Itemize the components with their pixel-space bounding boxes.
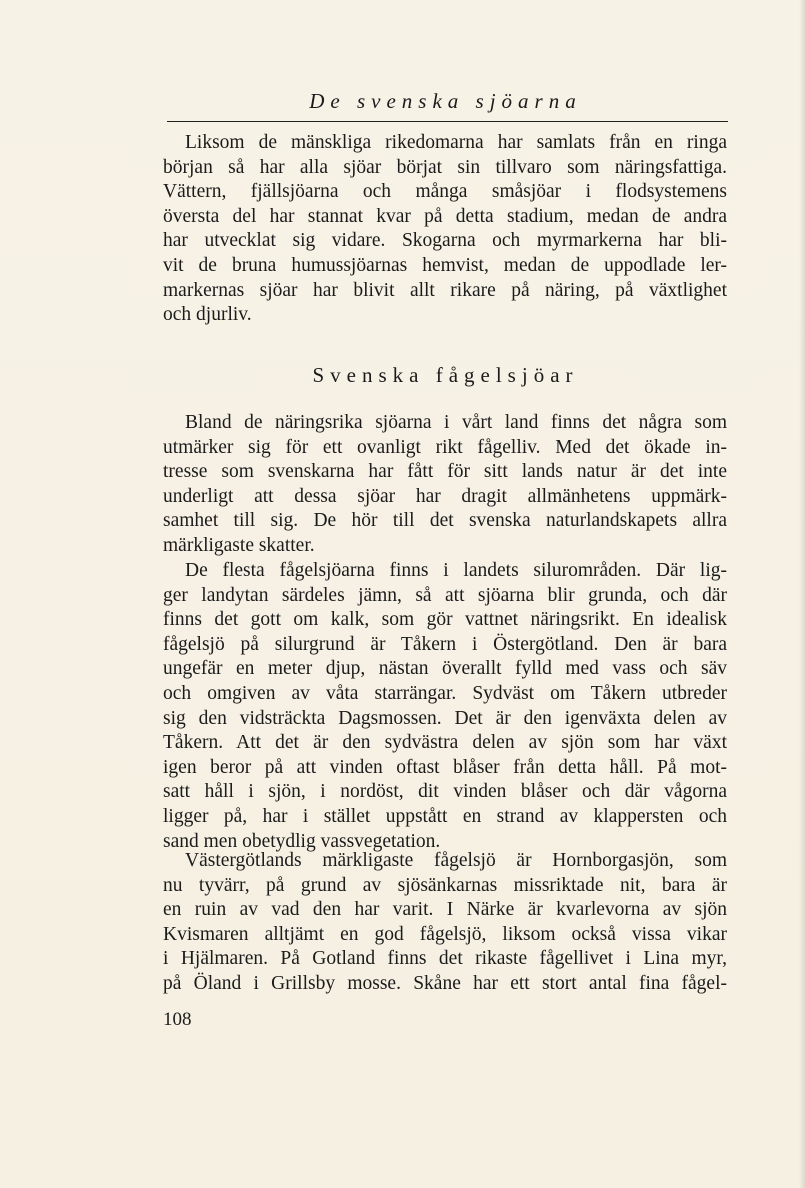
text-line: början så har alla sjöar börjat sin tillvaro som näringsfattiga. xyxy=(163,156,727,178)
section-heading: Svenska fågelsjöar xyxy=(312,363,579,387)
text-line: på Öland i Grillsby mosse. Skåne har ett stort antal fina fågel- xyxy=(163,972,727,994)
page-number: 108 xyxy=(163,1009,192,1030)
text-line: vit de bruna humussjöarnas hemvist, medan de uppodlade ler- xyxy=(163,254,727,276)
text-line: sand men obetydlig vassvegetation. xyxy=(163,830,441,852)
text-line: Bland de näringsrika sjöarna i vårt land finns det några som xyxy=(185,412,727,433)
text-line: Kvismaren alltjämt en god fågelsjö, liksom också vissa vikar xyxy=(163,923,727,945)
paragraph-bird-lakes-intro xyxy=(163,411,727,559)
text-line: finns det gott om kalk, som gör vattnet näringsrikt. En idealisk xyxy=(163,609,727,631)
text-line: och djurliv. xyxy=(163,304,252,326)
text-line: översta del har stannat kvar på detta stadium, medan de andra xyxy=(163,205,727,227)
text-line: nu tyvärr, på grund av sjösänkarnas missriktade nit, bara är xyxy=(163,874,727,896)
text-line: igen beror på att vinden oftast blåser från detta håll. På mot- xyxy=(163,756,727,778)
text-line: har utvecklat sig vidare. Skogarna och myrmarkerna har bli- xyxy=(163,230,727,252)
page-edge-shadow xyxy=(799,0,805,1188)
text-line: Vättern, fjällsjöarna och många småsjöar i flodsystemens xyxy=(163,181,727,203)
text-line: märkligaste skatter. xyxy=(163,534,315,556)
text-line: en ruin av vad den har varit. I Närke är kvarlevorna av sjön xyxy=(163,899,727,921)
text-line: ger landytan särdeles jämn, så att sjöarna blir grunda, och där xyxy=(163,584,727,606)
text-line: fågelsjö på silurgrund är Tåkern i Östergötland. Den är bara xyxy=(163,633,727,655)
text-line: i Hjälmaren. På Gotland finns det rikaste fågellivet i Lina myr, xyxy=(163,948,727,970)
text-line: Västergötlands märkligaste fågelsjö är Hornborgasjön, som xyxy=(185,850,727,871)
running-head: De svenska sjöarna xyxy=(309,89,582,113)
text-line: utmärker sig för ett ovanligt rikt fågelliv. Med det ökade in- xyxy=(163,436,727,458)
paragraph-intro xyxy=(163,131,727,328)
text-line: samhet till sig. De hör till det svenska naturlandskapets allra xyxy=(163,510,727,532)
text-line: sig den vidsträckta Dagsmossen. Det är den igenväxta delen av xyxy=(163,707,727,729)
paragraph-other-lakes xyxy=(163,849,727,997)
header-rule xyxy=(167,121,728,122)
text-line: och omgiven av våta starrängar. Sydväst om Tåkern utbreder xyxy=(163,682,727,704)
paragraph-takern xyxy=(163,559,727,854)
text-line: ligger på, har i stället uppstått en strand av klappersten och xyxy=(163,805,727,827)
text-line: De flesta fågelsjöarna finns i landets silurområden. Där lig- xyxy=(185,560,727,581)
text-line: markernas sjöar har blivit allt rikare på näring, på växtlighet xyxy=(163,279,727,301)
text-line: Tåkern. Att det är den sydvästra delen av sjön som har växt xyxy=(163,732,727,754)
text-line: underligt att dessa sjöar har dragit allmänhetens uppmärk- xyxy=(163,485,727,507)
text-line: ungefär en meter djup, nästan överallt fylld med vass och säv xyxy=(163,658,727,680)
text-line: tresse som svenskarna har fått för sitt lands natur är det inte xyxy=(163,461,727,483)
text-line: satt håll i sjön, i nordöst, dit vinden blåser och där vågorna xyxy=(163,781,727,803)
text-line: Liksom de mänskliga rikedomarna har samlats från en ringa xyxy=(185,132,727,153)
